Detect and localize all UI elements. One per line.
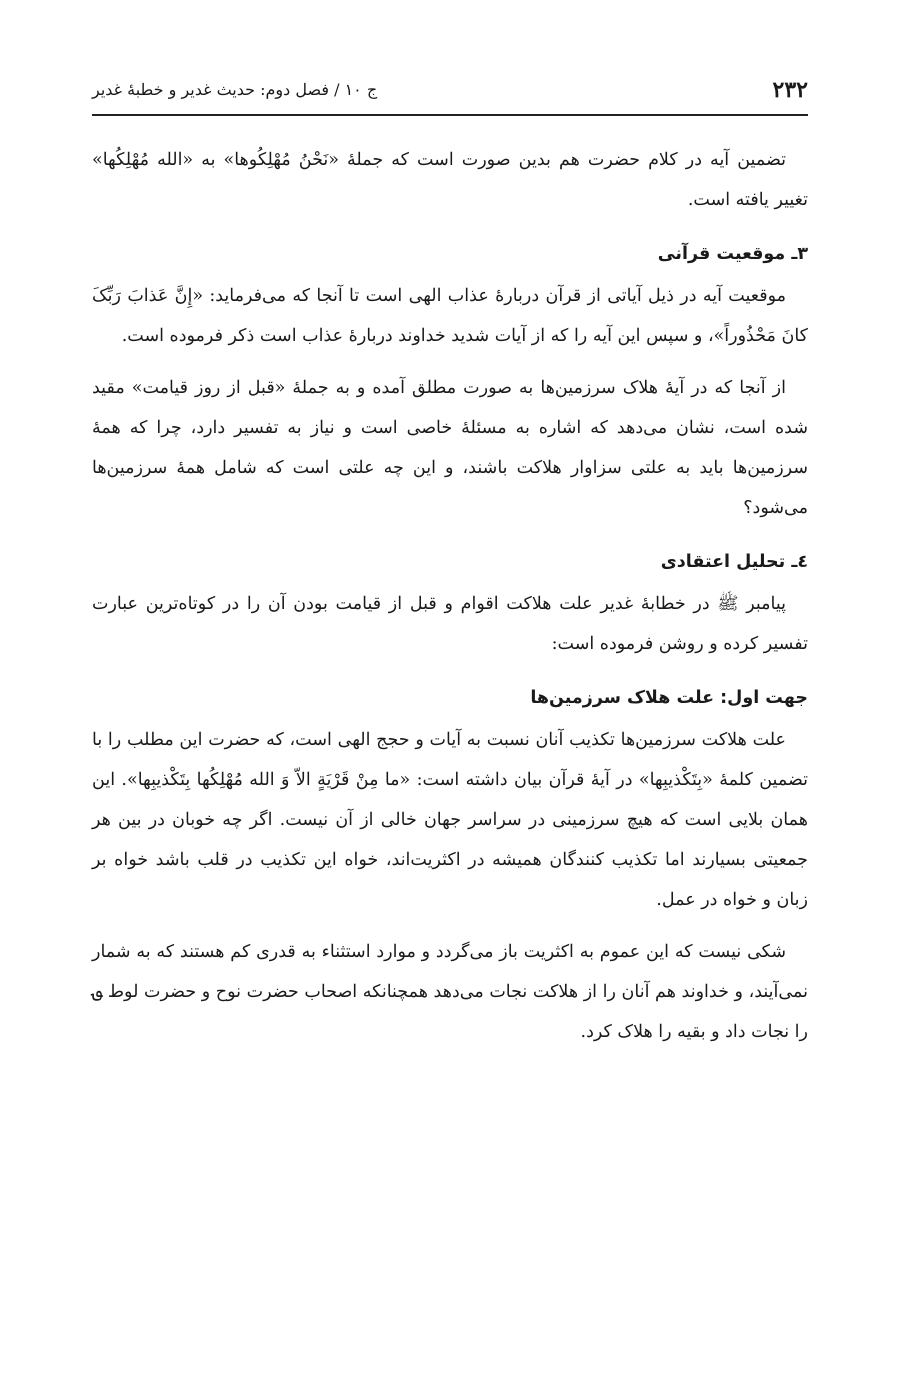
paragraph-exceptions: شکی نیست که این عموم به اکثریت باز می‌گردد و موارد استثناء به قدری کم هستند که به شمار نمی‌آیند، و خداوند هم آنان را از هلاکت نجات می‌دهد همچنانکه اصحاب حضرت نوح و حضرت لوط ؈ را نجات داد و بقیه را هلاک کرد. [92, 942, 808, 1042]
running-head: ج ۱۰ / فصل دوم: حدیث غدیر و خطبهٔ غدیر [92, 80, 378, 99]
paragraph-intro: تضمین آیه در کلام حضرت هم بدین صورت است که جملهٔ «نَحْنُ مُهْلِکُوها» به «الله مُهْلِکُها» تغییر یافته است. [92, 150, 808, 210]
heading-doctrinal-analysis: ٤ـ تحلیل اعتقادی [660, 552, 808, 572]
heading-quranic-position: ۳ـ موقعیت قرآنی [657, 244, 808, 264]
page-number: ۲۳۲ [772, 77, 808, 103]
paragraph-cause-of-destruction: علت هلاکت سرزمین‌ها تکذیب آنان نسبت به آیات و حجج الهی است، که حضرت این مطلب را با تضمین کلمهٔ «بِتَکْذیبِها» در آیهٔ قرآن بیان داشته است: «ما مِنْ قَرْیَةٍ الاّ وَ الله مُهْلِکُها بِتَکْذیبِها». این همان بلایی است که هیچ سرزمینی در سراسر جهان خالی از آن نیست. اگر چه خوبان در بین هر جمعیتی بسیارند اما تکذیب کنندگان همیشه در اکثریت‌اند، خواه این تکذیب در قلب باشد خواه بر زبان و خواه در عمل. [92, 730, 808, 910]
heading-first-aspect: جهت اول: علت هلاک سرزمین‌ها [530, 688, 808, 708]
paragraph-doctrinal-analysis: پیامبر ﷺ در خطابهٔ غدیر علت هلاکت اقوام و قبل از قیامت بودن آن را در کوتاه‌ترین عبارت تفسیر کرده و روشن فرموده است: [92, 594, 808, 654]
page-header [92, 64, 808, 116]
paragraph-quranic-position: موقعیت آیه در ذیل آیاتی از قرآن دربارهٔ عذاب الهی است تا آنجا که می‌فرماید: «إِنَّ عَذابَ رَبِّکَ کانَ مَحْذُوراً»، و سپس این آیه را که از آیات شدید خداوند دربارهٔ عذاب است ذکر فرموده است. [92, 286, 808, 346]
paragraph-absolute-statement: از آنجا که در آیهٔ هلاک سرزمین‌ها به صورت مطلق آمده و به جملهٔ «قبل از روز قیامت» مقید شده است، نشان می‌دهد که اشاره به مسئلهٔ خاصی است و نیاز به تفسیر دارد، چرا که همهٔ سرزمین‌ها باید به علتی سزاوار هلاکت باشند، و این چه علتی است که شامل همهٔ سرزمین‌ها می‌شود؟ [92, 378, 809, 518]
page-content [92, 140, 808, 1052]
book-page [92, 64, 808, 1390]
